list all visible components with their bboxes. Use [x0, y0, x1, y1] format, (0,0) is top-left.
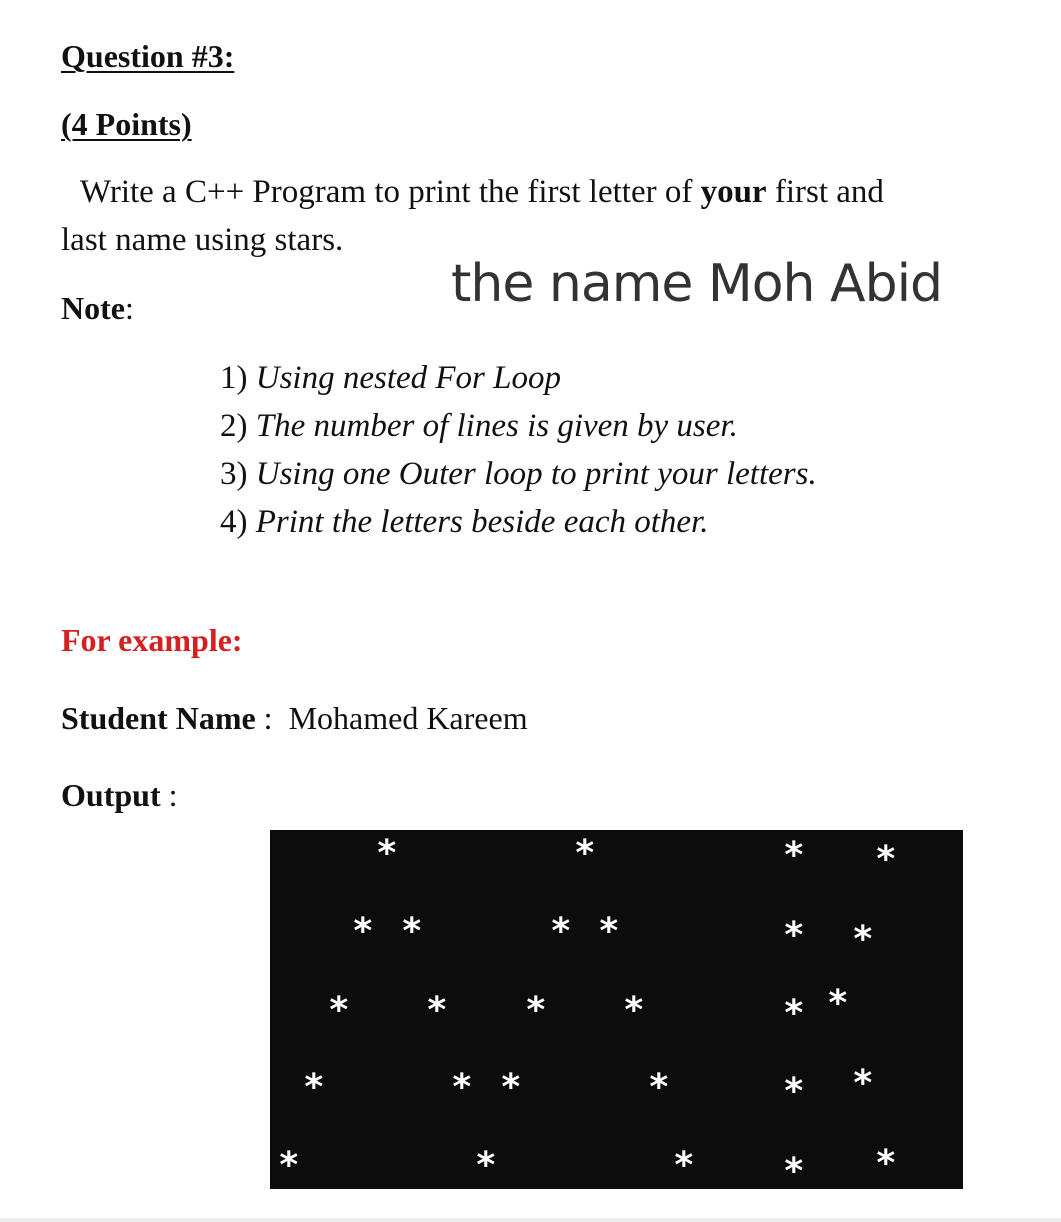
star: *	[783, 1071, 805, 1112]
star: *	[852, 919, 874, 960]
student-name-line	[61, 700, 528, 737]
star: *	[598, 911, 620, 952]
console-output	[270, 830, 963, 1189]
student-name-label: Student Name	[61, 700, 256, 736]
star: *	[827, 983, 849, 1024]
star: *	[783, 835, 805, 876]
star: *	[475, 1145, 497, 1186]
star: *	[376, 833, 398, 874]
star: *	[550, 911, 572, 952]
prompt-text-end: first and	[766, 174, 884, 210]
example-heading: For example:	[61, 622, 243, 658]
star: *	[875, 1143, 897, 1184]
question-title: Question #3:	[61, 38, 235, 74]
list-item	[220, 354, 817, 402]
note-colon: :	[124, 290, 134, 326]
note-list	[220, 354, 817, 546]
star: *	[783, 1151, 805, 1189]
handwritten-annotation: the name Moh Abid	[451, 254, 943, 314]
prompt-text-start: Write a C++ Program to print the first letter of	[80, 174, 701, 210]
list-item-number: 1)	[220, 360, 248, 396]
star: *	[673, 1145, 695, 1186]
list-item-text: Using nested For Loop	[255, 360, 561, 396]
prompt-line-2: last name using stars.	[61, 222, 344, 258]
output-separator: :	[160, 777, 178, 813]
student-name-value: Mohamed Kareem	[288, 700, 528, 736]
list-item	[220, 450, 817, 498]
star: *	[623, 990, 645, 1031]
star: *	[278, 1145, 300, 1186]
star: *	[783, 993, 805, 1034]
prompt-line-1	[80, 168, 884, 216]
star: *	[352, 911, 374, 952]
star: *	[648, 1067, 670, 1108]
question-points: (4 Points)	[61, 106, 192, 142]
list-item-text: Using one Outer loop to print your letters.	[255, 456, 817, 492]
star: *	[401, 911, 423, 952]
star: *	[525, 990, 547, 1031]
list-item	[220, 498, 817, 546]
star: *	[574, 833, 596, 874]
star: *	[426, 990, 448, 1031]
prompt-bold-word: your	[700, 174, 767, 210]
star: *	[875, 839, 897, 880]
star: *	[303, 1067, 325, 1108]
star: *	[500, 1067, 522, 1108]
list-item-number: 2)	[220, 408, 248, 444]
note-label-text: Note	[61, 290, 125, 326]
student-name-separator: :	[255, 700, 289, 736]
star: *	[451, 1067, 473, 1108]
output-line	[61, 777, 177, 814]
list-item-text: The number of lines is given by user.	[255, 408, 738, 444]
star: *	[783, 915, 805, 956]
list-item-number: 4)	[220, 504, 248, 540]
list-item-number: 3)	[220, 456, 248, 492]
note-label	[61, 290, 134, 327]
list-item-text: Print the letters beside each other.	[255, 504, 709, 540]
list-item	[220, 402, 817, 450]
star: *	[852, 1063, 874, 1104]
output-label: Output	[61, 777, 161, 813]
star: *	[328, 990, 350, 1031]
page-bottom-edge	[0, 1218, 1061, 1222]
